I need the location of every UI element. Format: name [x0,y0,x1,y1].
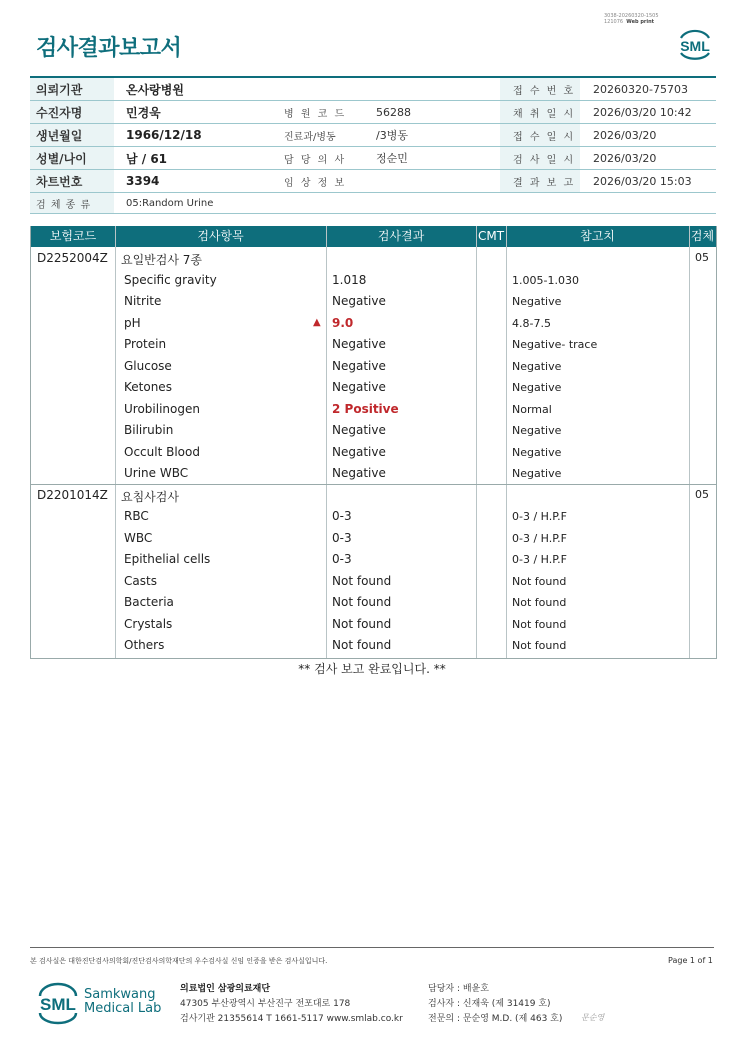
reference-range: Negative [512,424,562,437]
print-meta-type: Web print [626,19,655,25]
test-item-name: Bilirubin [124,423,174,437]
abnormal-high-flag-icon: ▲ [313,316,321,328]
group-divider [31,484,716,485]
report-value: 2026/03/20 15:03 [593,174,692,188]
test-result-value: Not found [332,638,392,652]
report-title: 검사결과보고서 [36,36,182,61]
collect-label: 채 취 일 시 [513,108,576,120]
col-specimen-header: 검체 [690,229,715,243]
test-result-value: Not found [332,573,392,588]
test-item-name: Crystals [124,616,173,631]
receipt-no-label: 접 수 번 호 [513,85,576,97]
receipt-date-value: 2026/03/20 [593,128,657,142]
patient-value: 민경욱 [126,105,161,120]
insurance-code: D2201014Z [37,487,108,502]
reference-range: 1.005-1.030 [512,273,579,287]
dob-label: 생년월일 [36,128,83,143]
test-result-value: 9.0 [332,315,354,330]
chart-value: 3394 [126,174,160,188]
test-group-name: 요침사검사 [121,489,179,504]
test-item-name: Specific gravity [124,272,217,287]
info-row [30,101,716,124]
footer-logo-text: SML [40,995,76,1014]
test-result-value: Negative [332,444,386,459]
info-row [30,78,716,101]
reference-range: Negative [512,295,562,308]
test-date-value: 2026/03/20 [593,151,657,165]
test-item-name: Epithelial cells [124,552,211,566]
address-line: 47305 부산광역시 부산진구 전포대로 178 [180,999,351,1009]
reference-range: Negative- trace [512,338,598,351]
test-result-value: 0-3 [332,552,352,566]
dept-label: 진료과/병동 [284,131,336,143]
sexage-label: 성별/나이 [36,151,87,166]
info-row [30,124,716,147]
test-item-name: Glucose [124,358,172,373]
reference-range: Not found [512,574,567,588]
test-item-name: Occult Blood [124,444,200,459]
test-result-value: Negative [332,358,386,373]
test-result-value: Negative [332,294,386,308]
reference-range: 0-3 / H.P.F [512,531,567,545]
test-item-name: Casts [124,573,157,588]
test-item-name: Bacteria [124,595,174,609]
chart-label: 차트번호 [36,174,83,189]
collect-value: 2026/03/20 10:42 [593,105,692,119]
info-row [30,193,716,214]
contact-line: 검사기관 21355614 T 1661-5117 www.smlab.co.kr [180,1014,403,1024]
dob-value: 1966/12/18 [126,128,202,142]
test-result-value: Negative [332,423,386,437]
footer-divider [30,947,714,948]
company-name [84,988,161,1016]
col-item-header: 검사항목 [197,229,244,243]
test-result-value: Not found [332,616,392,631]
staff-info [428,982,562,1027]
test-result-value: Negative [332,466,386,480]
info-row [30,147,716,170]
org-name: 의료법인 삼광의료재단 [180,984,271,994]
receipt-date-label: 접 수 일 시 [513,131,576,143]
test-item-name: Others [124,638,165,652]
reference-range: Not found [512,617,567,631]
specimen-code: 05 [695,487,709,501]
specimen-value: 05:Random Urine [126,197,214,209]
test-item-name: Ketones [124,380,172,394]
dept-value: /3병동 [376,129,408,142]
completion-note: ** 검사 보고 완료입니다. ** [298,662,446,676]
staff-tester: 검사자 : 신재욱 (제 31419 호) [428,999,551,1009]
print-meta-line1: 3038-20260320-1505 [604,13,659,19]
doctor-label: 담 당 의 사 [284,154,347,166]
results-header [31,226,716,247]
test-item-name: Protein [124,337,167,351]
test-date-label: 검 사 일 시 [513,154,576,166]
insurance-code: D2252004Z [37,251,108,265]
info-row [30,170,716,193]
test-item-name: pH [124,315,141,330]
reference-range: Negative [512,381,562,394]
test-result-value: Negative [332,380,386,394]
requester-label: 의뢰기관 [36,82,83,97]
test-item-name: Urine WBC [124,466,189,480]
test-item-name: Urobilinogen [124,401,200,416]
company-address [180,982,403,1027]
sexage-value: 남 / 61 [126,151,168,166]
test-result-value: Negative [332,337,386,351]
footer-sml-logo [36,982,80,1030]
print-meta [604,13,659,25]
requester-value: 온사랑병원 [126,82,184,97]
col-result-header: 검사결과 [377,229,425,243]
test-result-value: 0-3 [332,530,352,545]
reference-range: 0-3 / H.P.F [512,510,567,523]
hosp-code-value: 56288 [376,105,411,119]
reference-range: Negative [512,467,562,480]
company-name-line2: Medical Lab [84,1001,162,1016]
test-result-value: 2 Positive [332,401,399,416]
staff-specialist: 전문의 : 문순영 M.D. (제 463 호) [428,1014,563,1024]
sml-logo [676,26,714,66]
specimen-code: 05 [695,251,709,264]
test-item-name: WBC [124,530,153,545]
test-result-value: 0-3 [332,509,352,523]
reference-range: Negative [512,359,562,373]
col-cmt-header: CMT [477,229,505,243]
reference-range: 0-3 / H.P.F [512,553,567,566]
col-code-header: 보험코드 [49,229,97,243]
results-table [30,226,717,659]
company-name-line1: Samkwang [84,987,156,1002]
clinical-label: 임 상 정 보 [284,177,347,189]
receipt-no-value: 20260320-75703 [593,82,688,96]
specimen-label: 검 체 종 류 [36,199,92,211]
patient-info-table [30,76,716,214]
doctor-value: 정순민 [376,152,408,165]
reference-range: Negative [512,445,562,459]
test-result-value: 1.018 [332,272,367,287]
test-group-name: 요일반검사 7종 [121,253,203,267]
sml-logo-text: SML [680,38,710,54]
patient-label: 수진자명 [36,105,83,120]
test-item-name: RBC [124,509,149,523]
reference-range: Normal [512,402,552,416]
staff-manager: 담당자 : 배윤호 [428,984,489,994]
signature: 문순영 [581,1013,605,1022]
reference-range: 4.8-7.5 [512,316,551,330]
certification-note: 본 검사실은 대한진단검사의학회/진단검사의학재단의 우수검사실 신임 인증을 받은 검사실입니다. [30,957,328,965]
report-label: 결 과 보 고 [513,177,576,189]
print-meta-id: 121076 [604,19,624,25]
page-number: Page 1 of 1 [668,956,713,965]
col-ref-header: 참고치 [580,229,615,243]
test-item-name: Nitrite [124,294,162,308]
hosp-code-label: 병 원 코 드 [284,108,347,120]
reference-range: Not found [512,639,567,652]
test-result-value: Not found [332,595,392,609]
reference-range: Not found [512,596,567,609]
